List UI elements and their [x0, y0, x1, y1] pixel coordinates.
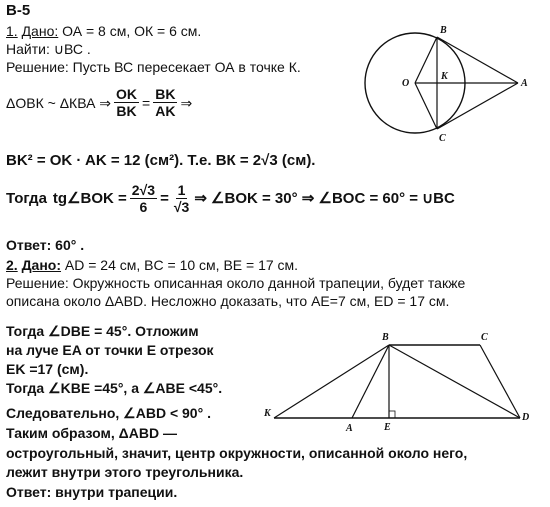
p1-togda: Тогда	[6, 189, 47, 207]
p1-arrow: ⇒	[180, 94, 193, 111]
fig1-label-a: A	[521, 78, 528, 89]
p1-similarity-line	[6, 86, 192, 119]
fig2-label-e: E	[384, 422, 391, 433]
p1-answer: Ответ: 60° .	[6, 237, 85, 253]
fig2-side-ab	[352, 345, 389, 418]
p1-frac2	[153, 86, 177, 119]
p1-tg-tail: ⇒ ∠BOK = 30° ⇒ ∠BOC = 60° = ∪BC	[194, 189, 455, 207]
p1-frac1-num: OK	[116, 86, 138, 102]
p2-solution-line1: Решение: Окружность описанная около данной трапеции, будет также	[6, 275, 466, 291]
figure-circle-tangents	[355, 20, 545, 145]
fig1-label-k: K	[441, 71, 448, 82]
p1-frac3-num: 2√3	[131, 182, 156, 198]
p1-solution-label: Решение:	[6, 59, 69, 75]
p1-eq: =	[142, 94, 151, 111]
p2-line3: EK =17 (см).	[6, 361, 89, 377]
p1-tg-line: Тогда tg∠BOK = $\frac{2√3}{6}$ = $\frac{1}{√3}$ ⇒ ∠BOK = 30° ⇒ ∠BOC = 60° = ∪BC	[6, 182, 455, 215]
figure-trapezoid	[262, 330, 542, 440]
p1-given-line	[6, 22, 201, 40]
fig1-tangent-ab	[437, 37, 518, 83]
p2-given-label: Дано:	[21, 257, 62, 273]
p2-solution-line2: описана около ΔABD. Несложно доказать, что AE=7 см, ED = 17 см.	[6, 293, 450, 309]
p2-line1: Тогда ∠DBE = 45°. Отложим	[6, 323, 199, 339]
p1-frac1	[114, 86, 139, 119]
variant-header: В-5	[6, 2, 31, 19]
p2-line5: Следовательно, ∠ABD < 90° .	[6, 405, 211, 421]
p2-line8: лежит внутри этого треугольника.	[6, 464, 244, 480]
p1-frac2-num: BK	[155, 86, 176, 102]
p2-line2: на луче EA от точки E отрезок	[6, 342, 214, 358]
p1-find-line	[6, 40, 91, 58]
p2-given-text: AD = 24 см, BC = 10 см, BE = 17 см.	[64, 257, 299, 273]
p1-frac3	[130, 182, 157, 215]
p1-frac4-den: √3	[173, 199, 190, 215]
p1-number: 1.	[6, 23, 18, 39]
fig1-segment-ob	[415, 37, 437, 83]
fig1-segment-oc	[415, 83, 437, 129]
p1-solution-line	[6, 58, 301, 76]
p2-line7: остроугольный, значит, центр окружности, описанной около него,	[6, 445, 468, 461]
p1-frac2-den: AK	[155, 103, 176, 119]
fig1-tangent-ac	[437, 83, 518, 129]
fig1-label-o: O	[402, 78, 410, 89]
fig2-label-c: C	[481, 332, 488, 343]
fig1-label-b: B	[440, 25, 447, 36]
fig2-right-angle-mark	[389, 411, 395, 418]
p1-bk-equation: BK² = OK · AK = 12 (см²). Т.е. ВК = 2√3 (см).	[6, 152, 316, 169]
p1-frac1-den: BK	[116, 103, 137, 119]
p1-solution-text: Пусть ВС пересекает ОА в точке К.	[72, 59, 301, 75]
p1-frac4-num: 1	[177, 182, 186, 198]
fig2-label-d: D	[522, 412, 530, 423]
p1-frac3-den: 6	[139, 199, 148, 215]
fig2-label-a: A	[346, 423, 353, 434]
fig1-label-c: C	[439, 133, 446, 144]
p1-tg: tg∠BOK =	[52, 189, 127, 207]
p1-given-text: ОА = 8 см, ОК = 6 см.	[62, 23, 202, 39]
fig2-label-k: K	[264, 408, 271, 419]
p1-given-label: Дано:	[21, 23, 59, 39]
p1-find-text: ∪ВС .	[53, 41, 91, 57]
p2-number: 2.	[6, 257, 18, 273]
p1-find-label: Найти:	[6, 41, 50, 57]
p2-answer: Ответ: внутри трапеции.	[6, 484, 178, 500]
p2-given-line	[6, 256, 298, 274]
p2-line4: Тогда ∠KBE =45°, а ∠ABE <45°.	[6, 380, 223, 396]
p1-frac4	[172, 182, 191, 215]
fig2-segment-bk	[274, 345, 389, 418]
fig2-label-b: B	[382, 332, 389, 343]
p1-similarity: ΔОВК ~ ΔКВА ⇒	[6, 94, 112, 111]
p2-line6: Таким образом, ΔABD —	[6, 425, 177, 441]
